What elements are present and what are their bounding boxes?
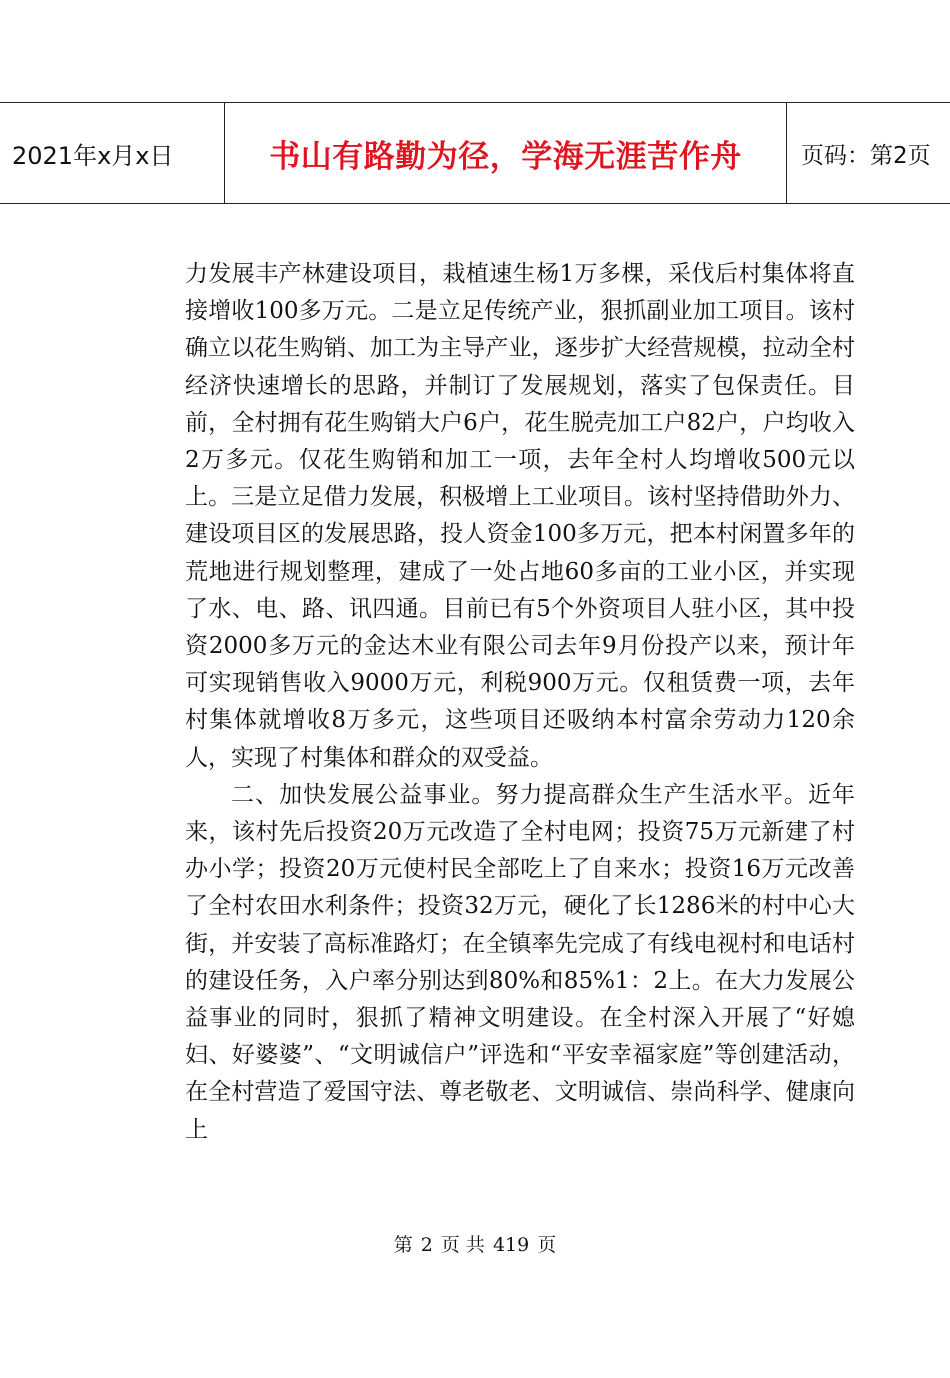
body-paragraph-2: 二、加快发展公益事业。努力提高群众生产生活水平。近年来，该村先后投资20万元改造了全村电网；投资75万元新建了村办小学；投资20万元使村民全部吃上了自来水；投资16万元改善了全村农田水利条件；投资32万元，硬化了长1286米的村中心大街，并安装了高标准路灯；在全镇率先完成了有线电视村和电话村的建设任务，入户率分别达到80%和85%1：2上。在大力发展公益事业的同时，狠抓了精神文明建设。在全村深入开展了“好媳妇、好婆婆”、“文明诚信户”评选和“平安幸福家庭”等创建活动，在全村营造了爱国守法、尊老敬老、文明诚信、崇尚科学、健康向上 [185,781,855,1143]
body-paragraph-1: 力发展丰产林建设项目，栽植速生杨1万多棵，采伐后村集体将直接增收100多万元。二是立足传统产业，狠抓副业加工项目。该村确立以花生购销、加工为主导产业，逐步扩大经营规模，拉动全村经济快速增长的思路，并制订了发展规划，落实了包保责任。目前，全村拥有花生购销大户6户，花生脱壳加工户82户，户均收入2万多元。仅花生购销和加工一项，去年全村人均增收500元以上。三是立足借力发展，积极增上工业项目。该村坚持借助外力、建设项目区的发展思路，投人资金100多万元，把本村闲置多年的荒地进行规划整理，建成了一处占地60多亩的工业小区，并实现了水、电、路、讯四通。目前已有5个外资项目人驻小区，其中投资2000多万元的金达木业有限公司去年9月份投产以来，预计年可实现销售收入9000万元，利税900万元。仅租赁费一项，去年村集体就增收8万多元，这些项目还吸纳本村富余劳动力120余人，实现了村集体和群众的双受益。 [185,261,855,771]
footer-total-pages: 419 [492,1234,530,1256]
footer-current-page: 2 [420,1234,433,1256]
header-date: 2021年x月x日 [0,103,225,203]
page-header [0,102,950,204]
header-motto: 书山有路勤为径，学海无涯苦作舟 [225,103,787,203]
footer-mid: 页 共 [440,1234,485,1256]
document-body [185,256,855,1149]
footer-suffix: 页 [537,1234,557,1256]
header-page-number: 页码：第2页 [801,142,931,169]
footer-prefix: 第 [393,1234,413,1256]
page-footer [0,1230,950,1257]
